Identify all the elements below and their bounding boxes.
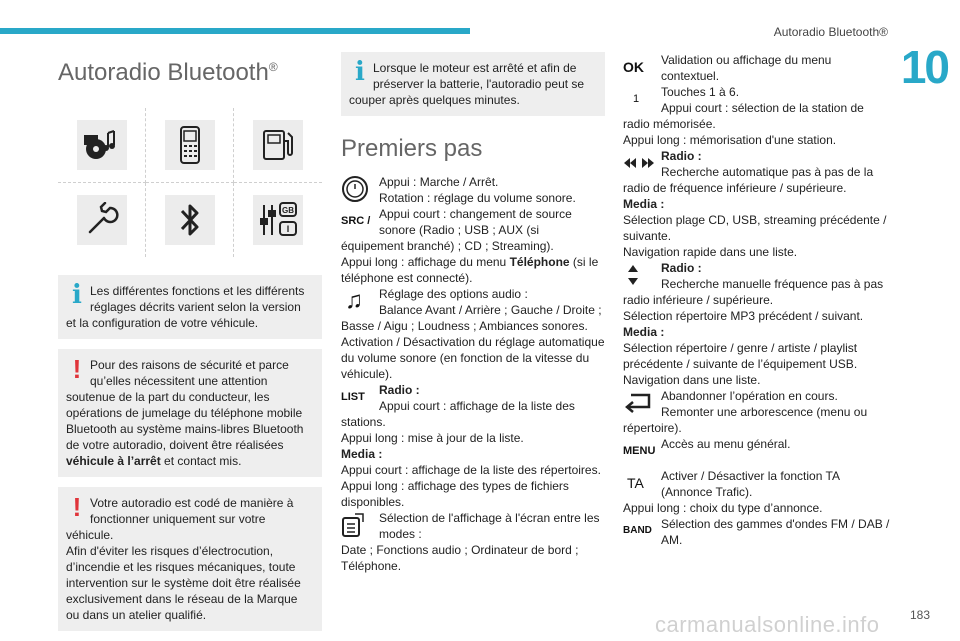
- control-item-presets: 1 Touches 1 à 6. Appui court : sélection de la station de radio mémorisée. Appui long : mémorisation d'une station.: [623, 85, 864, 147]
- warning-note-service: ! Votre autoradio est codé de manière à fonctionner uniquement sur votre véhicule. Afin d'éviter les risques d’électrocution, d’incendie et les risques mécaniques, toute intervention sur le système doit être réalisée exclusivement dans le réseau de la Marque ou dans un atelier qualifié.: [58, 487, 322, 631]
- control-item-ok: OK Validation ou affichage du menu contextuel.: [623, 53, 832, 83]
- section-title: Premiers pas: [341, 135, 483, 162]
- ok-icon: OK: [623, 59, 644, 75]
- menu-icon: MENU: [623, 445, 656, 457]
- control-item-updown: Radio : Recherche manuelle fréquence pas à pas radio inférieure / supérieure. Sélection répertoire MP3 précédent / suivant. Media : Sélection répertoire / genre / artiste / playlist précédente / suivante de l’équipement USB. Navigation dans une liste.: [623, 261, 884, 387]
- control-item-menu: MENU Accès au menu général.: [623, 436, 891, 468]
- column-1: [58, 52, 322, 641]
- header-bar: [0, 28, 470, 34]
- column-2: [341, 52, 605, 574]
- src-icon: SRC /: [341, 215, 371, 227]
- seek-icon: [623, 148, 657, 178]
- warning-icon: !: [72, 354, 82, 384]
- settings-icon: [253, 195, 303, 245]
- power-icon: [341, 174, 375, 204]
- control-item-src: SRC / Appui court : changement de source sonore (Radio ; USB ; AUX (si équipement branché) ; CD ; Streaming). Appui long : affichage du menu Téléphone (si le téléphone est connecté).: [341, 207, 599, 285]
- control-item-audio: ♫ Réglage des options audio : Balance Avant / Arrière ; Gauche / Droite ; Basse / Aigu ; Loudness ; Ambiances sonores. Activation / Désactivation du réglage automatique du volume sonore (en fonction de la vitesse du véhicule).: [341, 287, 605, 381]
- running-header: Autoradio Bluetooth®: [773, 25, 888, 39]
- wrench-icon: [77, 195, 127, 245]
- watermark: carmanualsonline.info: [655, 612, 880, 637]
- control-item-back: Abandonner l’opération en cours. Remonter une arborescence (menu ou répertoire).: [623, 389, 868, 435]
- display-mode-icon: [341, 510, 375, 540]
- back-icon: [623, 388, 657, 418]
- warning-icon: !: [72, 492, 82, 522]
- column-3: [623, 52, 891, 548]
- function-icon-grid: [58, 108, 322, 257]
- media-icon: [77, 120, 127, 170]
- ta-icon: TA: [627, 475, 644, 491]
- svg-text:GB: GB: [282, 206, 294, 215]
- control-item-band: BAND Sélection des gammes d'ondes FM / DAB / AM.: [623, 517, 890, 547]
- control-item-list: LIST Radio : Appui court : affichage de la liste des stations. Appui long : mise à jour de la liste. Media : Appui court : affichage de la liste des répertoires. Appui long : affichage des types de fichiers disponibles.: [341, 383, 601, 509]
- band-icon: BAND: [623, 525, 652, 536]
- music-note-icon: ♫: [345, 287, 363, 314]
- control-item-power: Appui : Marche / Arrêt. Rotation : réglage du volume sonore.: [341, 174, 605, 206]
- info-icon: i: [355, 57, 365, 87]
- list-icon: LIST: [341, 391, 365, 403]
- control-item-ta: TA Activer / Désactiver la fonction TA (Annonce Trafic). Appui long : choix du type d’annonce.: [623, 469, 840, 515]
- warning-note-pairing: ! Pour des raisons de sécurité et parce qu’elles nécessitent une attention soutenue de la part du conducteur, les opérations de jumelage du téléphone mobile Bluetooth au système mains-libres Bluetooth de votre autoradio, doivent être réalisées véhicule à l’arrêt et contact mis.: [58, 349, 322, 477]
- up-down-icon: [623, 260, 657, 290]
- svg-text:I: I: [286, 224, 290, 234]
- control-item-display: Sélection de l'affichage à l'écran entre les modes : Date ; Fonctions audio ; Ordinateur de bord ; Téléphone.: [341, 511, 600, 573]
- page-title: Autoradio Bluetooth®: [58, 59, 278, 86]
- chapter-number: 10: [900, 41, 948, 93]
- fuel-icon: [253, 120, 303, 170]
- page-number: 183: [909, 608, 930, 622]
- info-icon: i: [72, 280, 82, 310]
- phone-icon: [165, 120, 215, 170]
- preset-icon: 1: [633, 93, 640, 105]
- info-note: i Les différentes fonctions et les différents réglages décrits varient selon la version et la configuration de votre véhicule.: [58, 275, 322, 339]
- bluetooth-icon: [165, 195, 215, 245]
- control-item-seek: Radio : Recherche automatique pas à pas de la radio de fréquence inférieure / supérieure. Media : Sélection plage CD, USB, streaming précédente / suivante. Navigation rapide dans une liste.: [623, 149, 887, 259]
- info-note-battery: i Lorsque le moteur est arrêté et afin de préserver la batterie, l'autoradio peut se couper après quelques minutes.: [341, 52, 605, 116]
